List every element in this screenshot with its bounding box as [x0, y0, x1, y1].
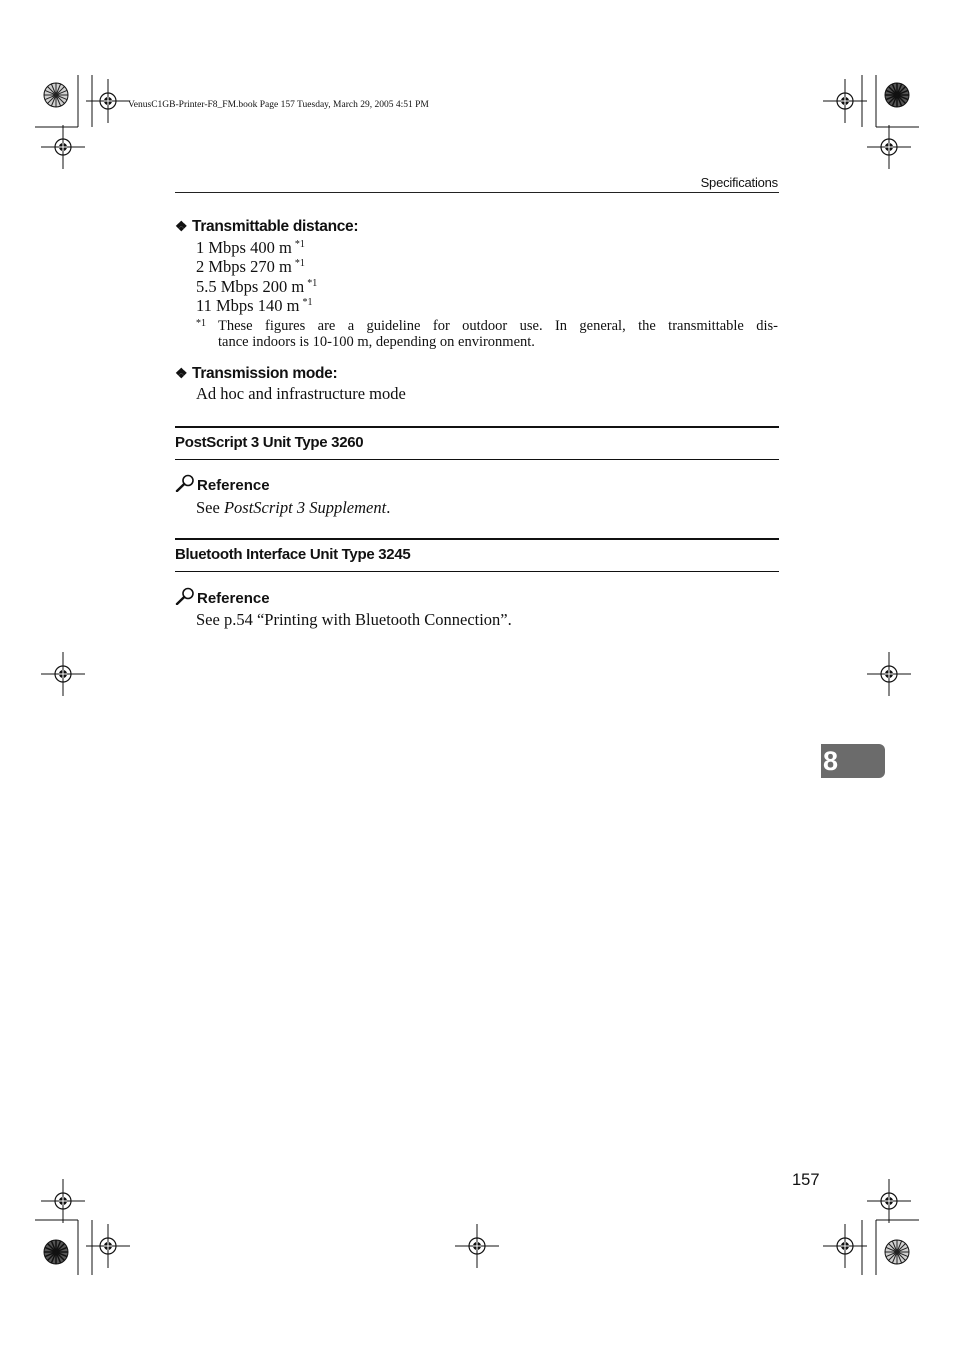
see-prefix: See — [196, 498, 224, 517]
footnote-text — [218, 318, 778, 350]
section-title: Bluetooth Interface Unit Type 3245 — [175, 546, 411, 563]
bluetooth-section-header — [175, 538, 779, 572]
footnote-ref: *1 — [294, 239, 305, 250]
header-rule — [175, 192, 779, 193]
footnote-line: tance indoors is 10-100 m, depending on environment. — [218, 334, 535, 350]
reference-text — [196, 498, 390, 518]
transmission-mode-heading — [175, 365, 337, 383]
page-number: 157 — [792, 1171, 820, 1189]
section-title: PostScript 3 Unit Type 3260 — [175, 434, 364, 451]
magnifier-icon — [175, 587, 195, 605]
distance-value: 2 Mbps 270 m — [196, 257, 292, 276]
magnifier-icon — [175, 474, 195, 492]
distance-value: 5.5 Mbps 200 m — [196, 277, 305, 296]
reference-heading — [175, 474, 270, 494]
distance-row — [196, 257, 305, 277]
distance-value: 1 Mbps 400 m — [196, 238, 292, 257]
diamond-bullet-icon: ❖ — [175, 365, 188, 381]
footnote-ref: *1 — [302, 297, 313, 308]
footnote-line: These figures are a guideline for outdoor use. In general, the transmittable dis- — [218, 318, 778, 334]
chapter-number: 8 — [823, 746, 839, 776]
chapter-tab — [821, 744, 885, 778]
reference-label: Reference — [197, 590, 270, 607]
see-suffix: . — [386, 498, 391, 517]
reference-text: See p.54 “Printing with Bluetooth Connection”. — [196, 610, 512, 629]
postscript-section-header — [175, 426, 779, 460]
distance-row — [196, 238, 305, 258]
footnote-mark: *1 — [196, 318, 206, 329]
reference-label: Reference — [197, 477, 270, 494]
transmission-mode-value: Ad hoc and infrastructure mode — [196, 384, 406, 403]
transmittable-distance-heading — [175, 218, 358, 236]
manual-title: PostScript 3 Supplement — [223, 498, 387, 517]
distance-value: 11 Mbps 140 m — [196, 296, 300, 315]
heading-text: Transmittable distance: — [192, 218, 359, 235]
footnote-ref: *1 — [294, 258, 305, 269]
footnote-ref: *1 — [307, 278, 318, 289]
reference-heading — [175, 587, 270, 607]
print-header: VenusC1GB-Printer-F8_FM.book Page 157 Tuesday, March 29, 2005 4:51 PM — [128, 100, 429, 110]
distance-row — [196, 296, 312, 316]
distance-row — [196, 277, 317, 297]
diamond-bullet-icon: ❖ — [175, 218, 188, 234]
heading-text: Transmission mode: — [192, 365, 338, 382]
running-head: Specifications — [700, 175, 778, 190]
